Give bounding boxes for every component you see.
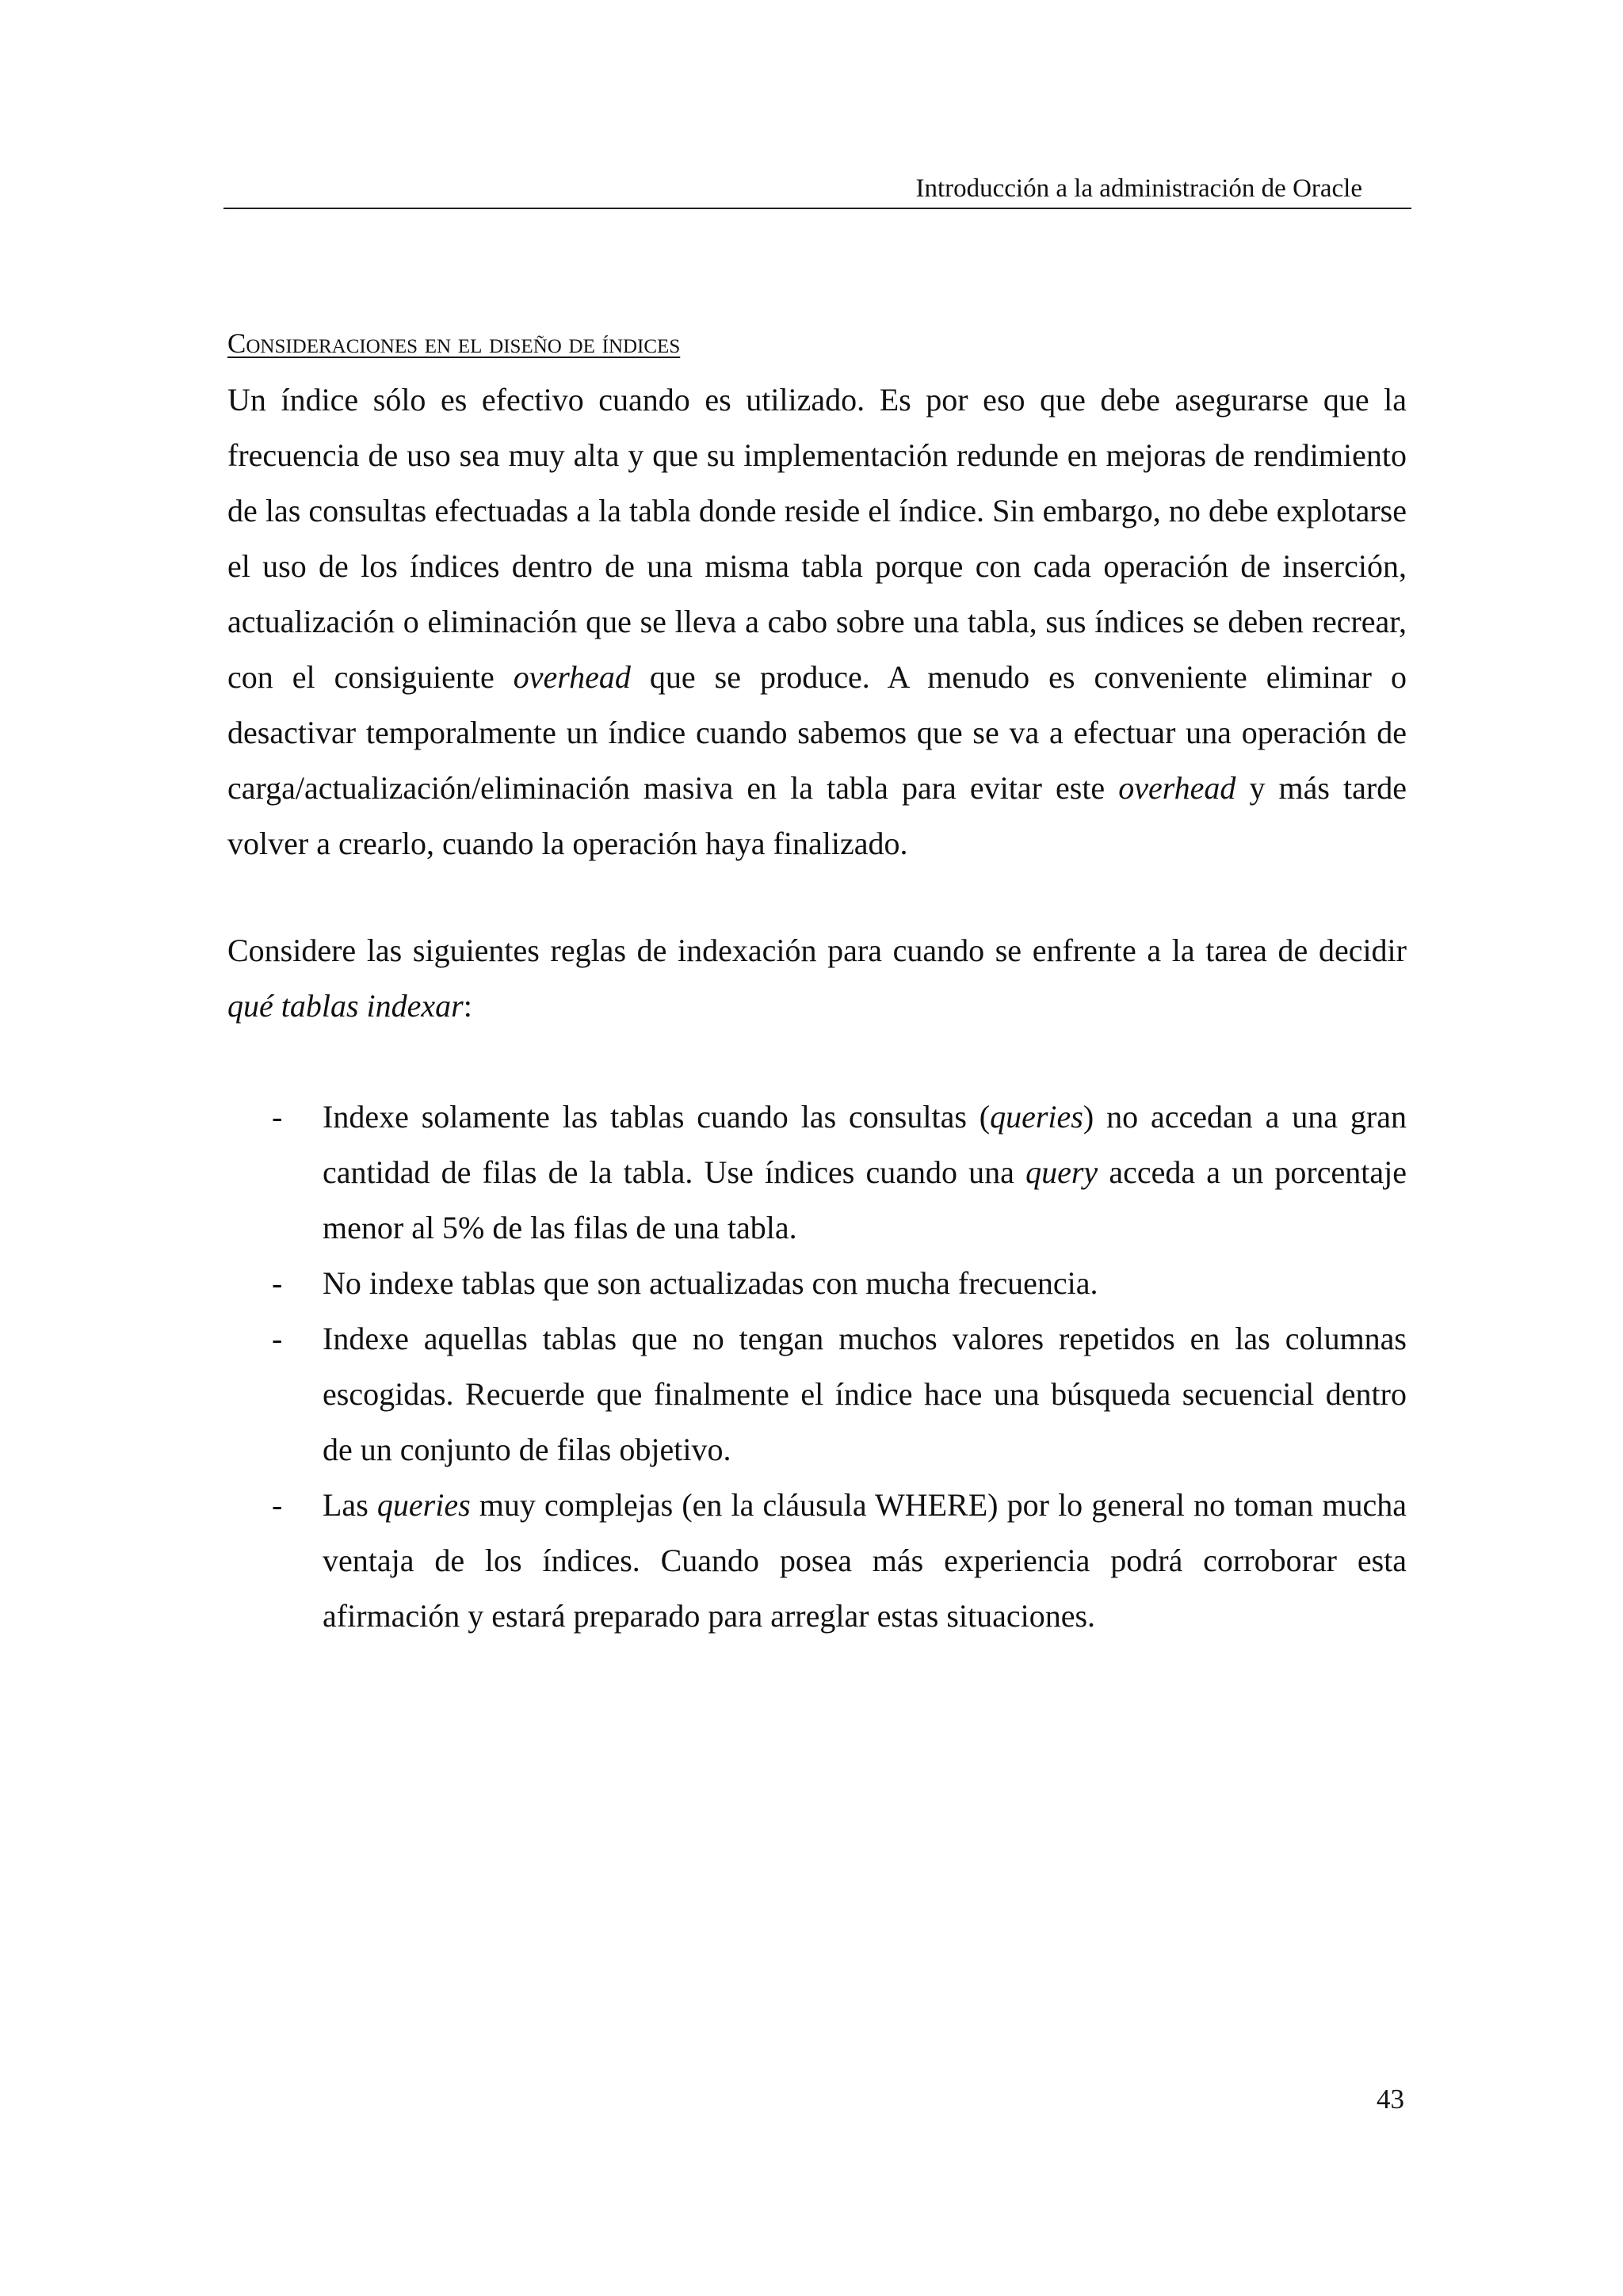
rules-intro-paragraph [227,923,1407,1034]
text-run: Las [323,1487,377,1523]
text-run: que se produce. A menudo es conveniente eliminar o desactivar temporalmente un índice cuando sabemos que se va a efectuar una operación de carga/actualización/eliminación masiva en la tabla para evitar este [227,659,1407,806]
italic-term: overhead [513,659,631,695]
text-run: : [463,988,472,1024]
running-header-title: Introducción a la administración de Oracle [915,174,1362,203]
italic-term: query [1025,1154,1098,1190]
italic-term: overhead [1118,770,1236,806]
page-number: 43 [1377,2084,1404,2115]
text-run: Indexe aquellas tablas que no tengan muchos valores repetidos en las columnas escogidas. Recuerde que finalmente el índice hace una búsqueda secuencial dentro de un conjunto de filas objetivo. [323,1321,1407,1467]
italic-term: queries [376,1487,471,1523]
text-run: No indexe tablas que son actualizadas con mucha frecuencia. [323,1265,1098,1301]
section-heading: Consideraciones en el diseño de índices [227,328,681,359]
list-item [227,1089,1407,1256]
paragraph-text [227,372,1407,871]
bullet-dash: - [272,1265,283,1301]
text-run: ) no accedan a una gran cantidad de filas de la tabla. Use índices cuando una [323,1099,1407,1190]
italic-term: queries [990,1099,1083,1135]
text-run: Considere las siguientes reglas de indexación para cuando se enfrente a la tarea de decidir [227,933,1407,968]
list-item [227,1478,1407,1644]
indexing-rules-list [227,1089,1407,1644]
list-item [227,1256,1407,1311]
text-run: Indexe solamente las tablas cuando las consultas ( [323,1099,991,1135]
bullet-dash: - [272,1487,283,1523]
intro-paragraph [227,372,1407,871]
text-run: y más tarde volver a crearlo, cuando la operación haya finalizado. [227,770,1407,861]
italic-term: qué tablas indexar [227,988,464,1024]
list-item [227,1311,1407,1478]
text-run: acceda a un porcentaje menor al 5% de las filas de una tabla. [323,1154,1407,1245]
text-run: muy complejas (en la cláusula WHERE) por lo general no toman mucha ventaja de los índices. Cuando posea más experiencia podrá corroborar esta afirmación y estará preparado para arreglar estas situaciones. [323,1487,1407,1634]
bullet-dash: - [272,1321,283,1356]
text-run: Un índice sólo es efectivo cuando es utilizado. Es por eso que debe asegurarse que la frecuencia de uso sea muy alta y que su implementación redunde en mejoras de rendimiento de las consultas efectuadas a la tabla donde reside el índice. Sin embargo, no debe explotarse el uso de los índices dentro de una misma tabla porque con cada operación de inserción, actualización o eliminación que se lleva a cabo sobre una tabla, sus índices se deben recrear, con el consiguiente [227,382,1407,695]
running-header [223,168,1411,209]
bullet-dash: - [272,1099,283,1135]
paragraph-text [227,923,1407,1034]
